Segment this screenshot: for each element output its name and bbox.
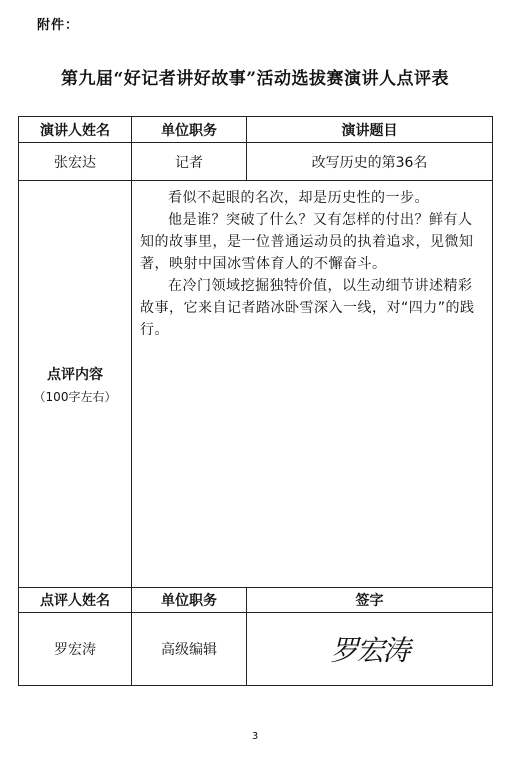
- page-number: 3: [251, 731, 259, 742]
- comment-content: [132, 181, 493, 588]
- review-form-table: [18, 116, 493, 686]
- speech-title-header: 演讲题目: [247, 117, 493, 143]
- attachment-label: 附件：: [37, 18, 80, 33]
- signature-header: 签字: [247, 588, 493, 613]
- reviewer-name-header: 点评人姓名: [19, 588, 132, 613]
- speaker-name: 张宏达: [19, 143, 132, 181]
- comment-paragraph: 看似不起眼的名次，却是历史性的一步。: [168, 190, 429, 206]
- reviewer-name: 罗宏涛: [19, 613, 132, 686]
- speech-title: 改写历史的第36名: [247, 143, 493, 181]
- speaker-info-row: [19, 143, 493, 181]
- comment-paragraph: 在冷门领域挖掘独特价值，以生动细节讲述精彩故事，它来自记者踏冰卧雪深入一线，对“四力”的践行。: [140, 278, 475, 338]
- comment-hint: （100字左右）: [33, 389, 117, 404]
- form-title: 第九届“好记者讲好故事”活动选拔赛演讲人点评表: [60, 69, 450, 89]
- comment-row: [19, 181, 493, 588]
- reviewer-info-row: [19, 613, 493, 686]
- speaker-name-header: 演讲人姓名: [19, 117, 132, 143]
- comment-label-cell: [19, 181, 132, 588]
- comment-label: 点评内容: [47, 366, 103, 383]
- reviewer-header-row: [19, 588, 493, 613]
- comment-paragraph: 他是谁？突破了什么？又有怎样的付出？鲜有人知的故事里，是一位普通运动员的执着追求，见微知著，映射中国冰雪体育人的不懈奋斗。: [140, 212, 474, 272]
- signature-cell: [247, 613, 493, 686]
- handwritten-signature: 罗宏涛: [330, 634, 409, 667]
- reviewer-unit: 高级编辑: [132, 613, 247, 686]
- speaker-unit: 记者: [132, 143, 247, 181]
- reviewer-unit-header: 单位职务: [132, 588, 247, 613]
- unit-title-header: 单位职务: [132, 117, 247, 143]
- speaker-header-row: [19, 117, 493, 143]
